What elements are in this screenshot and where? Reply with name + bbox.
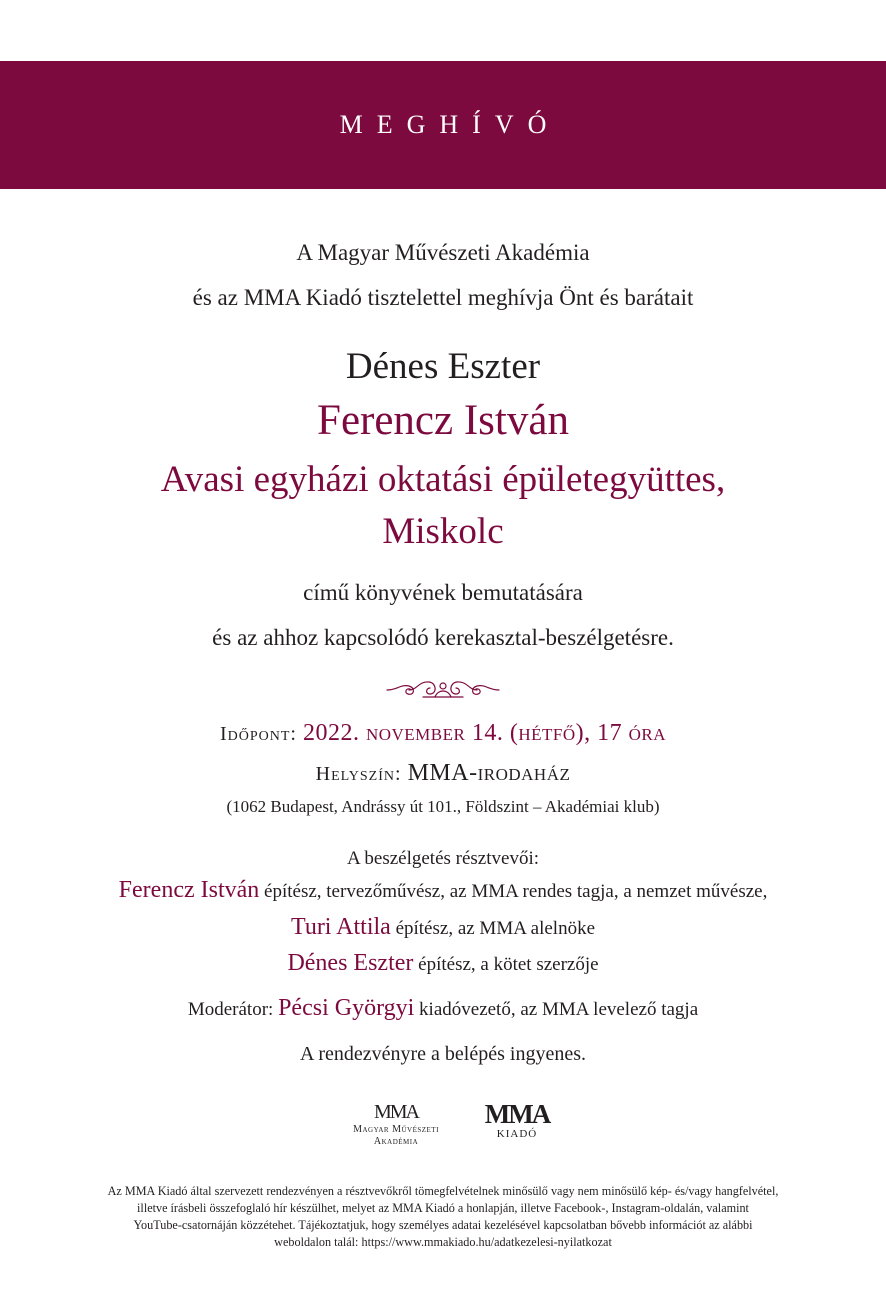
book-title-line-2: Miskolc [382, 511, 504, 552]
moderator-label: Moderátor: [187, 999, 274, 1020]
participant-name: Dénes Eszter [287, 950, 414, 976]
privacy-line-3: YouTube-csatornáján közzétehet. Tájékoztatjuk, hogy személyes adatai kezelésével kapcsolatban bővebb információt az alábbi [133, 1218, 753, 1232]
kiado-logo-sub: KIADÓ [496, 1128, 538, 1140]
participant-role: építész, tervezőművész, az MMA rendes tagja, a nemzet művésze, [264, 881, 768, 902]
moderator-role: kiadóvezető, az MMA levelező tagja [419, 999, 699, 1020]
kiado-logo-mark: MMA [484, 1099, 550, 1129]
ornament-divider [0, 675, 886, 705]
event-date [0, 720, 886, 747]
inviter-line-1: A Magyar Művészeti Akadémia [296, 240, 590, 265]
invitation-title: MEGHÍVÓ [339, 110, 561, 139]
place-value: MMA-irodaház [407, 760, 571, 786]
mma-logo [336, 1100, 456, 1148]
privacy-notice [70, 1183, 816, 1251]
book-author: Dénes Eszter [345, 346, 541, 387]
privacy-line-2: illetve írásbeli összefoglaló hír készülhet, melyet az MMA Kiadó a honlapján, illetve Facebook-, Instagram-oldalán, valamint [137, 1201, 749, 1215]
participant-name: Ferencz István [118, 877, 260, 903]
participant-role: építész, az MMA alelnöke [395, 918, 595, 939]
event-address: (1062 Budapest, Andrássy út 101., Földszint – Akadémiai klub) [226, 797, 660, 816]
privacy-line-4: weboldalon talál: https://www.mmakiado.hu/adatkezelesi-nyilatkozat [274, 1235, 612, 1249]
moderator-line [0, 995, 886, 1022]
mma-logo-line-2: Akadémia [373, 1136, 419, 1147]
mma-kiado-logo [482, 1100, 552, 1140]
mma-logo-mark: MMA [373, 1101, 418, 1123]
mma-logo-line-1: Magyar Művészeti [353, 1124, 439, 1135]
inviter-line-2: és az MMA Kiadó tisztelettel meghívja Önt és barátait [192, 285, 694, 310]
purpose-line-2: és az ahhoz kapcsolódó kerekasztal-beszélgetésre. [212, 625, 674, 650]
event-place [0, 760, 886, 787]
participant-row [0, 877, 886, 904]
participant-role: építész, a kötet szerzője [418, 954, 599, 975]
date-value: 2022. november 14. (hétfő), 17 óra [302, 720, 667, 746]
place-label: Helyszín: [315, 763, 402, 785]
participant-name: Turi Attila [291, 914, 391, 940]
book-title-line-1: Avasi egyházi oktatási épületegyüttes, [160, 459, 726, 500]
privacy-line-1: Az MMA Kiadó által szervezett rendezvényen a résztvevőkről tömegfelvételnek minősülő vagy nem minősülő kép- és/vagy hangfelvétel, [107, 1184, 779, 1198]
header-banner [0, 61, 886, 189]
participant-row [0, 914, 886, 941]
book-subject: Ferencz István [317, 397, 569, 444]
moderator-name: Pécsi Györgyi [278, 995, 415, 1021]
flourish-icon [383, 675, 503, 705]
purpose-line-1: című könyvének bemutatására [303, 580, 583, 605]
free-entry-note: A rendezvényre a belépés ingyenes. [300, 1043, 586, 1065]
date-label: Időpont: [219, 723, 297, 745]
participants-heading: A beszélgetés résztvevői: [346, 848, 540, 869]
participant-row [0, 950, 886, 977]
